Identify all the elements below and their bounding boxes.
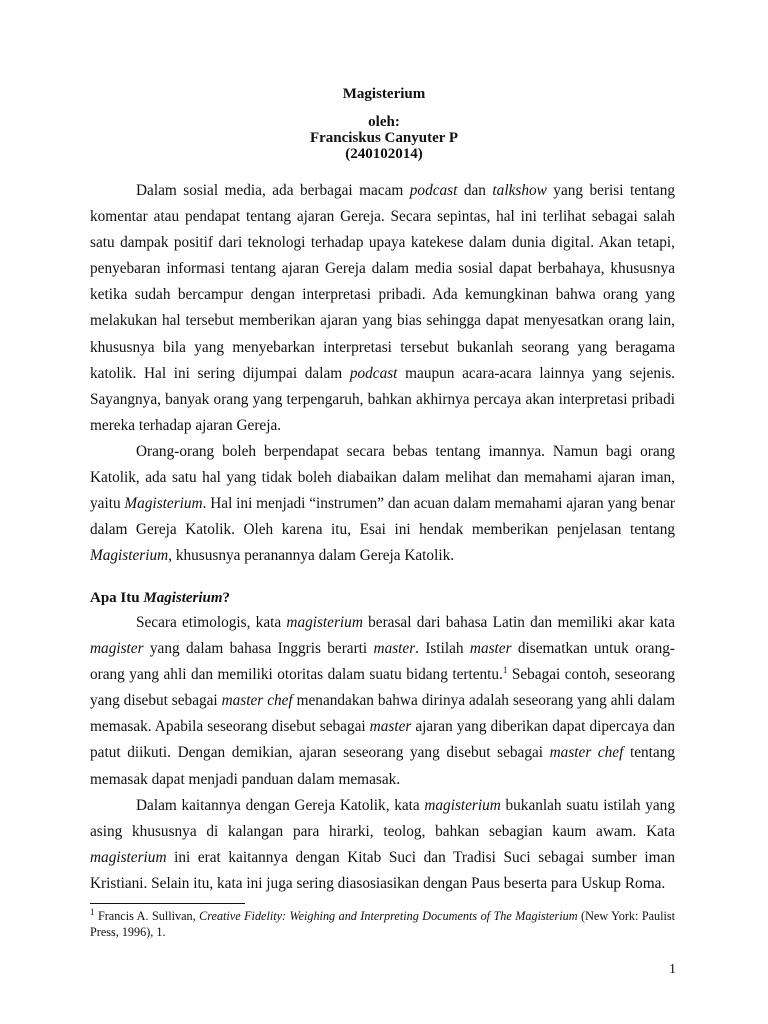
footnote-reference[interactable]: 1	[502, 665, 508, 676]
section-body	[90, 610, 675, 897]
byline-label: oleh:	[368, 114, 400, 130]
footnote: $^1$ Francis A. Sullivan, Creative Fidelity: Weighing and Interpreting Documents of The Magisterium (New York: Paulist Press, 1996), 1.	[90, 906, 676, 939]
footnote-number: 1	[90, 906, 95, 917]
page-number: 1	[669, 962, 676, 977]
section-heading: Apa Itu Magisterium?	[90, 590, 231, 606]
footnote-divider	[90, 903, 245, 904]
section-paragraph-2: Dalam kaitannya dengan Gereja Katolik, kata magisterium bukanlah suatu istilah yang asing khususnya di kalangan para hirarki, teolog, bahkan sebagian kaum awam. Kata magisterium ini erat kaitannya dengan Kitab Suci dan Tradisi Suci sebagai sumber iman Kristiani. Selain itu, kata ini juga sering diasosiasikan dengan Paus beserta para Uskup Roma.	[90, 796, 675, 892]
document-title: Magisterium	[342, 86, 426, 102]
intro-paragraph-2: Orang-orang boleh berpendapat secara bebas tentang imannya. Namun bagi orang Katolik, ada satu hal yang tidak boleh diabaikan dalam melihat dan memahami ajaran iman, yaitu Magisterium. Hal ini menjadi “instrumen” dan acuan dalam memahami ajaran yang benar dalam Gereja Katolik. Oleh karena itu, Esai ini hendak memberikan penjelasan tentang Magisterium, khususnya peranannya dalam Gereja Katolik.	[90, 442, 675, 565]
section-paragraph-1: Secara etimologis, kata magisterium berasal dari bahasa Latin dan memiliki akar kata magister yang dalam bahasa Inggris berarti master. Istilah master disematkan untuk orang-orang yang ahli dan memiliki otoritas dalam suatu bidang tertentu.$^1$ Sebagai contoh, seseorang yang disebut sebagai master chef menandakan bahwa dirinya adalah seseorang yang ahli dalam memasak. Apabila seseorang disebut sebagai master ajaran yang diberikan dapat dipercaya dan patut diikuti. Dengan demikian, ajaran seseorang yang disebut sebagai master chef tentang memasak dapat menjadi panduan dalam memasak.	[90, 614, 676, 788]
intro-section	[90, 178, 675, 569]
intro-paragraph-1: Dalam sosial media, ada berbagai macam podcast dan talkshow yang berisi tentang komentar atau pendapat tentang ajaran Gereja. Secara sepintas, hal ini terlihat sebagai salah satu dampak positif dari teknologi terhadap upaya katekese dalam dunia digital. Akan tetapi, penyebaran informasi tentang ajaran Gereja dalam media sosial dapat berbahaya, khususnya ketika sudah bercampur dengan interpretasi pribadi. Ada kemungkinan bahwa orang yang melakukan hal tersebut memberikan ajaran yang bias sehingga dapat menyesatkan orang lain, khususnya bila yang menyebarkan interpretasi tersebut bukanlah seorang yang beragama katolik. Hal ini sering dijumpai dalam podcast maupun acara-acara lainnya yang sejenis. Sayangnya, banyak orang yang terpengaruh, bahkan akhirnya percaya akan interpretasi pribadi mereka terhadap ajaran Gereja.	[90, 182, 675, 434]
student-id: (240102014)	[345, 146, 423, 162]
author-name: Franciskus Canyuter P	[309, 130, 459, 146]
